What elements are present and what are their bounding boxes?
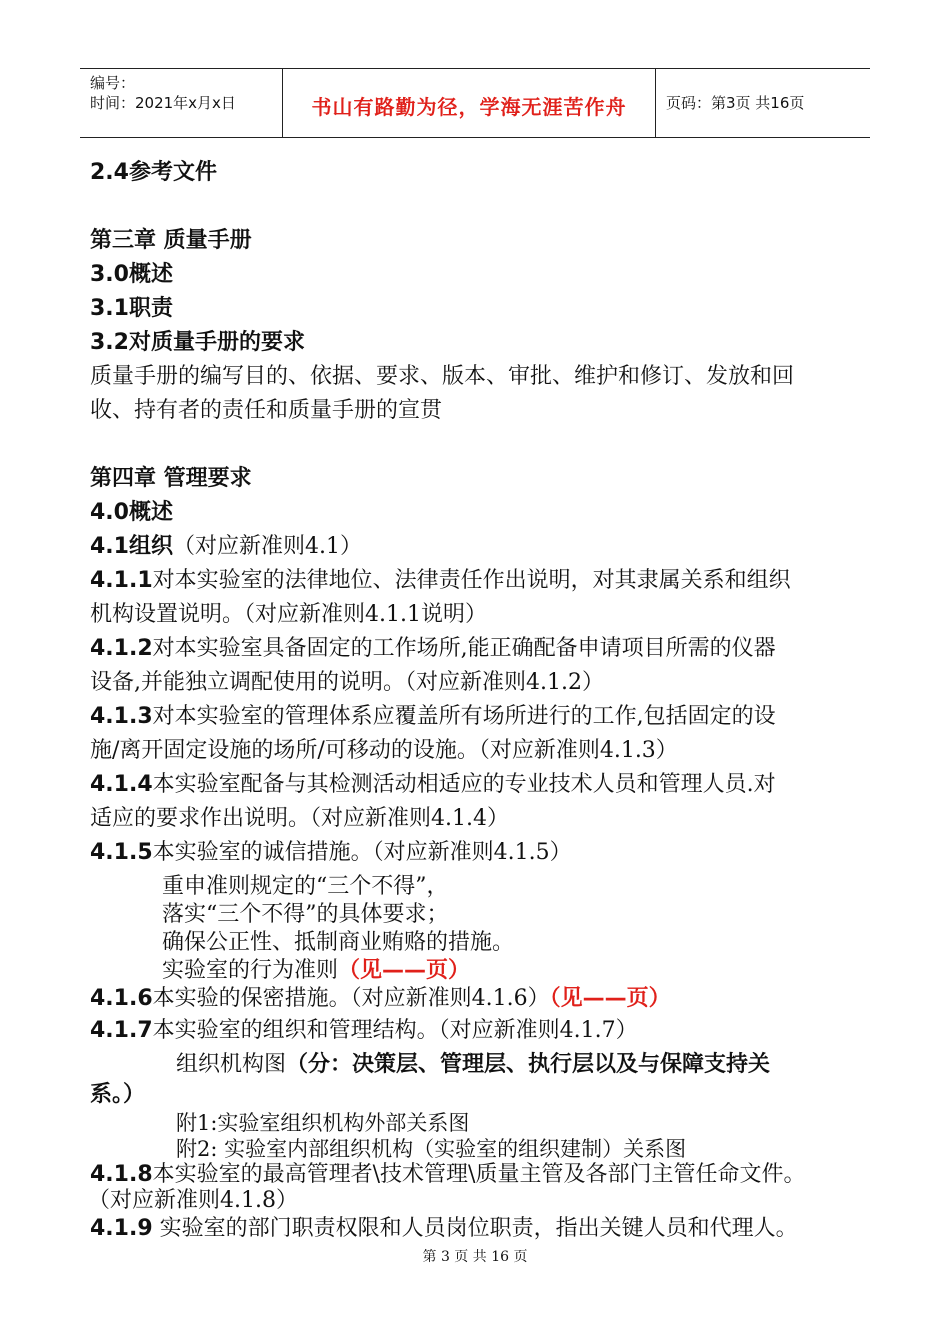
- org-chart-line2: 系。）: [90, 1082, 146, 1107]
- item-4-1-5-text: 本实验室的诚信措施。（对应新准则4.1.5）: [152, 840, 572, 865]
- section-3-2: 3.2对质量手册的要求: [90, 330, 305, 355]
- header-info-cell: [80, 69, 283, 137]
- section-2-4: 2.4参考文件: [90, 160, 217, 185]
- item-4-1-6-text: 本实验的保密措施。（对应新准则4.1.6）: [152, 986, 550, 1011]
- item-4-1-9-number: 4.1.9: [90, 1216, 153, 1241]
- header-motto-cell: [283, 69, 656, 137]
- see-page-ref: （见——页）: [338, 958, 471, 983]
- section-4-1-number: 4.1组织: [90, 534, 173, 559]
- org-chart-line1: [176, 1050, 770, 1080]
- section-4-1: [90, 532, 362, 562]
- item-4-1-3-text: 对本实验室的管理体系应覆盖所有场所进行的工作,包括固定的设: [152, 704, 776, 729]
- sub-item-2: 落实“三个不得”的具体要求；: [162, 902, 449, 927]
- chapter-3-title: 第三章 质量手册: [90, 228, 252, 253]
- sub-item-3: 确保公正性、抵制商业贿赂的措施。: [162, 930, 515, 955]
- org-chart-detail: （分：决策层、管理层、执行层以及与保障支持关: [286, 1052, 771, 1077]
- item-4-1-4-number: 4.1.4: [90, 772, 153, 797]
- item-4-1-4-text: 本实验室配备与其检测活动相适应的专业技术人员和管理人员.对: [152, 772, 776, 797]
- item-4-1-5-number: 4.1.5: [90, 840, 153, 865]
- motto-text: 书山有路勤为径，学海无涯苦作舟: [311, 95, 627, 119]
- item-4-1-7-line1: [90, 1016, 638, 1046]
- item-4-1-7-text: 本实验室的组织和管理结构。（对应新准则4.1.7）: [152, 1018, 638, 1043]
- paragraph-3-2-line2: 收、持有者的责任和质量手册的宣贯: [90, 398, 443, 423]
- item-4-1-4-line1: [90, 770, 776, 800]
- attachment-1: 附1:实验室组织机构外部关系图: [176, 1111, 470, 1135]
- attachment-2: 附2: 实验室内部组织机构（实验室的组织建制）关系图: [176, 1137, 687, 1161]
- header-page-cell: [656, 69, 870, 137]
- page-info: 页码：第3页 共16页: [666, 94, 805, 112]
- see-page-ref-2: （见——页）: [549, 986, 671, 1011]
- section-3-0: 3.0概述: [90, 262, 173, 287]
- item-4-1-9-line1: [90, 1214, 798, 1244]
- number-label: 编号：: [90, 74, 136, 92]
- page-header: [80, 68, 870, 138]
- item-4-1-8-line2: （对应新准则4.1.8）: [88, 1188, 298, 1213]
- item-4-1-4-line2: 适应的要求作出说明。（对应新准则4.1.4）: [90, 806, 509, 831]
- org-chart-label: 组织机构图: [176, 1052, 287, 1077]
- section-3-1: 3.1职责: [90, 296, 173, 321]
- item-4-1-6-line1: [90, 984, 671, 1014]
- item-4-1-3-line1: [90, 702, 776, 732]
- time-label: 时间：2021年x月x日: [90, 94, 236, 112]
- item-4-1-1-line2: 机构设置说明。（对应新准则4.1.1说明）: [90, 602, 487, 627]
- item-4-1-8-text: 本实验室的最高管理者\技术管理\质量主管及各部门主管任命文件。: [152, 1162, 806, 1187]
- sub-item-1: 重申准则规定的“三个不得”，: [162, 874, 449, 899]
- chapter-4-title: 第四章 管理要求: [90, 466, 252, 491]
- item-4-1-6-number: 4.1.6: [90, 986, 153, 1011]
- sub-item-4: [162, 956, 470, 986]
- item-4-1-7-number: 4.1.7: [90, 1018, 153, 1043]
- sub-item-4-text: 实验室的行为准则: [162, 958, 339, 983]
- item-4-1-8-number: 4.1.8: [90, 1162, 153, 1187]
- item-4-1-2-line1: [90, 634, 776, 664]
- item-4-1-2-text: 对本实验室具备固定的工作场所,能正确配备申请项目所需的仪器: [152, 636, 776, 661]
- page-footer: 第 3 页 共 16 页: [422, 1249, 528, 1265]
- item-4-1-3-line2: 施/离开固定设施的场所/可移动的设施。（对应新准则4.1.3）: [90, 738, 678, 763]
- paragraph-3-2-line1: 质量手册的编写目的、依据、要求、版本、审批、维护和修订、发放和回: [90, 364, 795, 389]
- item-4-1-2-number: 4.1.2: [90, 636, 153, 661]
- item-4-1-1-line1: [90, 566, 791, 596]
- item-4-1-9-text: 实验室的部门职责权限和人员岗位职责，指出关键人员和代理人。: [152, 1216, 798, 1241]
- item-4-1-5-line1: [90, 838, 572, 868]
- section-4-1-ref: （对应新准则4.1）: [172, 534, 362, 559]
- section-4-0: 4.0概述: [90, 500, 173, 525]
- item-4-1-3-number: 4.1.3: [90, 704, 153, 729]
- item-4-1-1-text: 对本实验室的法律地位、法律责任作出说明，对其隶属关系和组织: [152, 568, 791, 593]
- item-4-1-1-number: 4.1.1: [90, 568, 153, 593]
- item-4-1-2-line2: 设备,并能独立调配使用的说明。（对应新准则4.1.2）: [90, 670, 604, 695]
